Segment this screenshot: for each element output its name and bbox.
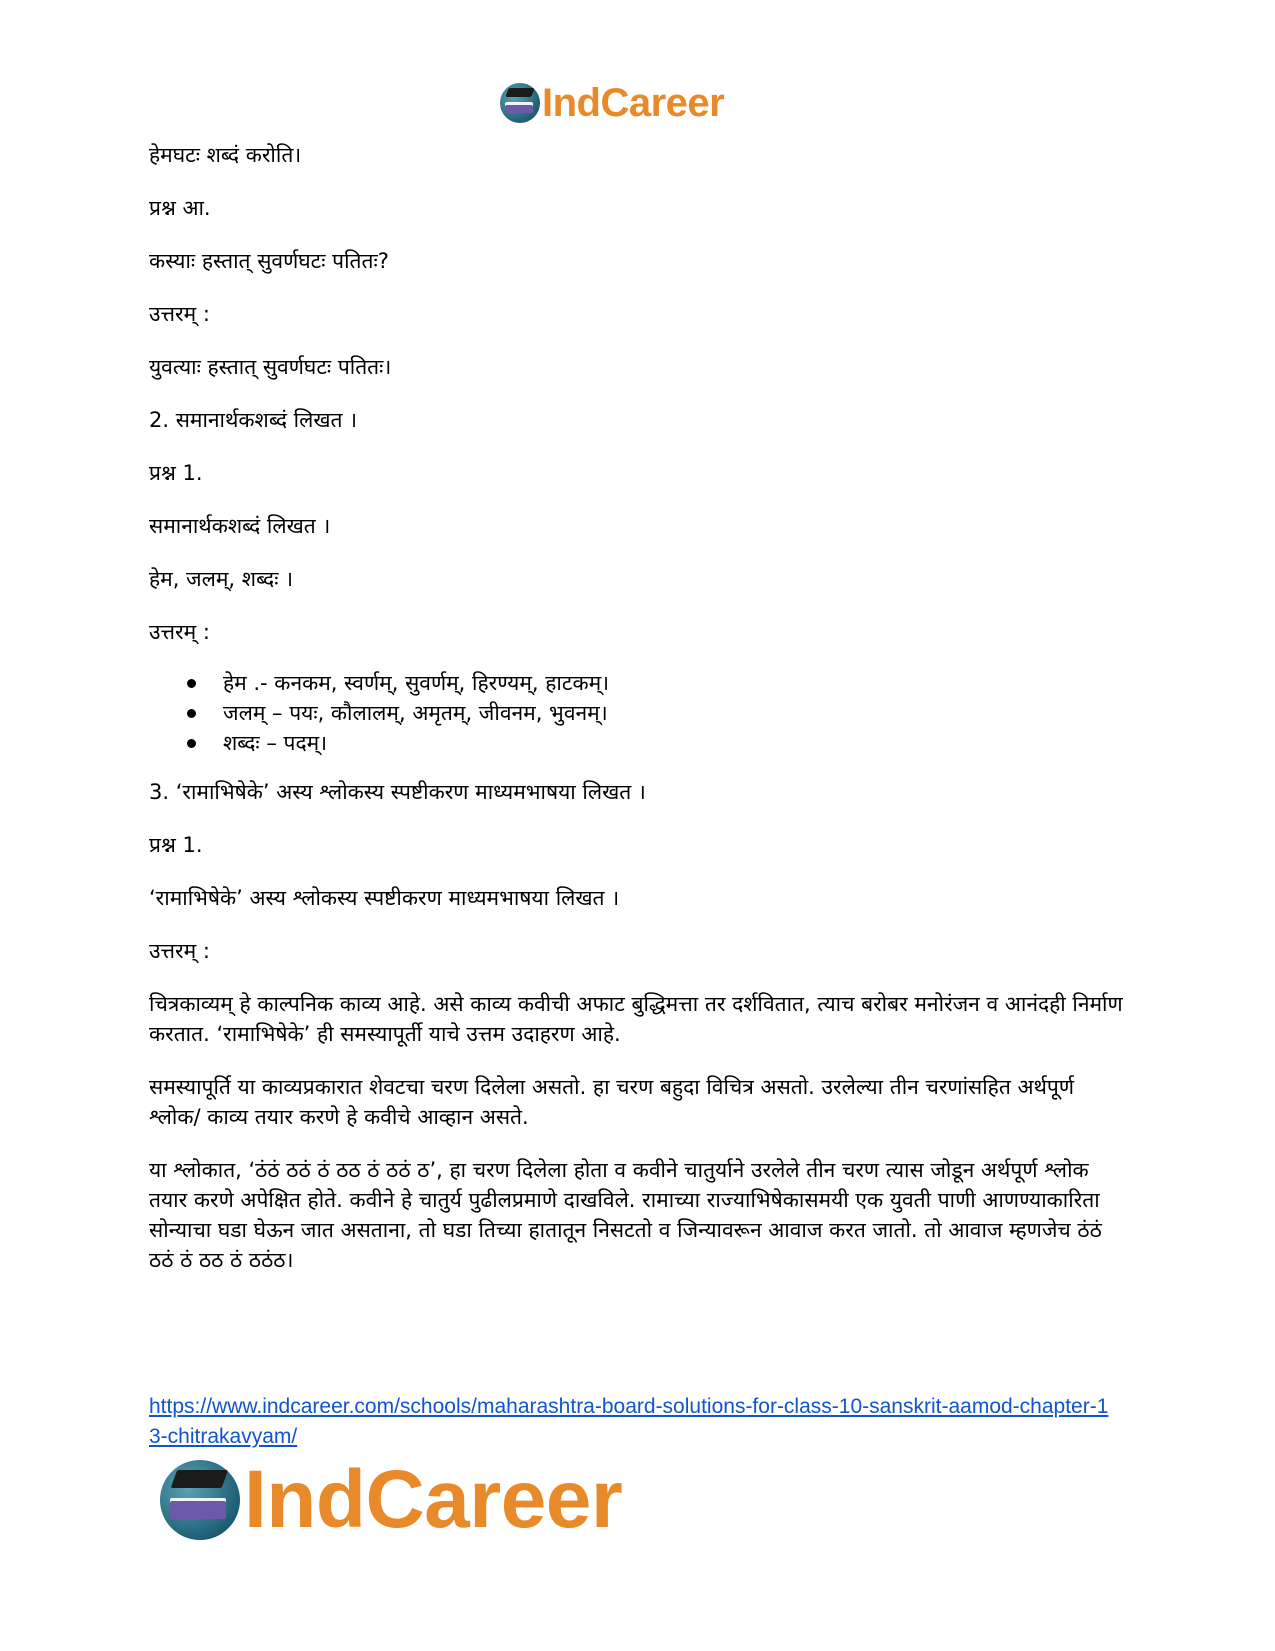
source-link[interactable]: https://www.indcareer.com/schools/maharashtra-board-solutions-for-class-10-sanskrit-aamod-chapter-13-chitrakavyam/	[149, 1395, 1109, 1448]
section-heading: 2. समानार्थकशब्दं लिखत ।	[149, 408, 358, 432]
list-item: शब्दः – पदम्।	[187, 728, 609, 758]
graduation-cap-book-globe-icon	[500, 83, 540, 123]
answer-paragraph: या श्लोकात, ‘ठंठं ठठं ठं ठठ ठं ठठं ठ’, हा चरण दिलेला होता व कवीने चातुर्याने उरलेले तीन चरण त्यास जोडून अर्थपूर्ण श्लोक तयार करणे अपेक्षित होते. कवीने हे चातुर्य पुढीलप्रमाणे दाखविले. रामाच्या राज्याभिषेकासमयी एक युवती पाणी आणण्याकारिता सोन्याचा घडा घेऊन जात असताना, तो घडा तिच्या हातातून निसटतो व जिन्यावरून आवाज करत जातो. तो आवाज म्हणजेच ठंठं ठठं ठं ठठ ठं ठठंठ।	[149, 1158, 1102, 1272]
section-heading: 3. ‘रामाभिषेके’ अस्य श्लोकस्य स्पष्टीकरण माध्यमभाषया लिखत ।	[149, 780, 646, 804]
bullet-icon	[187, 739, 196, 748]
answer-label: उत्तरम् :	[149, 939, 210, 963]
question-label: प्रश्न आ.	[149, 196, 211, 220]
header-logo-text: IndCareer	[542, 81, 725, 125]
answer-line: हेमघटः शब्दं करोति।	[149, 143, 302, 167]
answer-label: उत्तरम् :	[149, 302, 210, 326]
answer-label: उत्तरम् :	[149, 620, 210, 644]
answer-paragraph: चित्रकाव्यम् हे काल्पनिक काव्य आहे. असे काव्य कवीची अफाट बुद्धिमत्ता तर दर्शवितात, त्याच बरोबर मनोरंजन व आनंदही निर्माण करतात. ‘रामाभिषेके’ ही समस्यापूर्ती याचे उत्तम उदाहरण आहे.	[149, 992, 1123, 1046]
question-text: समानार्थकशब्दं लिखत ।	[149, 514, 331, 538]
bullet-icon	[187, 709, 196, 718]
answer-text: युवत्याः हस्तात् सुवर्णघटः पतितः।	[149, 355, 392, 379]
question-label: प्रश्न 1.	[149, 461, 203, 485]
question-text: ‘रामाभिषेके’ अस्य श्लोकस्य स्पष्टीकरण माध्यमभाषया लिखत ।	[149, 886, 620, 910]
question-words: हेम, जलम्, शब्दः ।	[149, 567, 294, 591]
header-logo	[500, 78, 724, 128]
synonym-list	[187, 668, 609, 758]
graduation-cap-book-globe-icon	[160, 1460, 240, 1540]
bullet-icon	[187, 679, 196, 688]
footer-logo	[160, 1455, 622, 1545]
list-item: जलम् – पयः, कौलालम्, अमृतम्, जीवनम, भुवनम्।	[187, 698, 609, 728]
answer-paragraph: समस्यापूर्ति या काव्यप्रकारात शेवटचा चरण दिलेला असतो. हा चरण बहुदा विचित्र असतो. उरलेल्या तीन चरणांसहित अर्थपूर्ण श्लोक/ काव्य तयार करणे हे कवीचे आव्हान असते.	[149, 1075, 1075, 1129]
question-label: प्रश्न 1.	[149, 833, 203, 857]
question-text: कस्याः हस्तात् सुवर्णघटः पतितः?	[149, 249, 389, 273]
list-item: हेम .- कनकम, स्वर्णम्, सुवर्णम्, हिरण्यम्, हाटकम्।	[187, 668, 609, 698]
footer-logo-text: IndCareer	[244, 1454, 623, 1545]
